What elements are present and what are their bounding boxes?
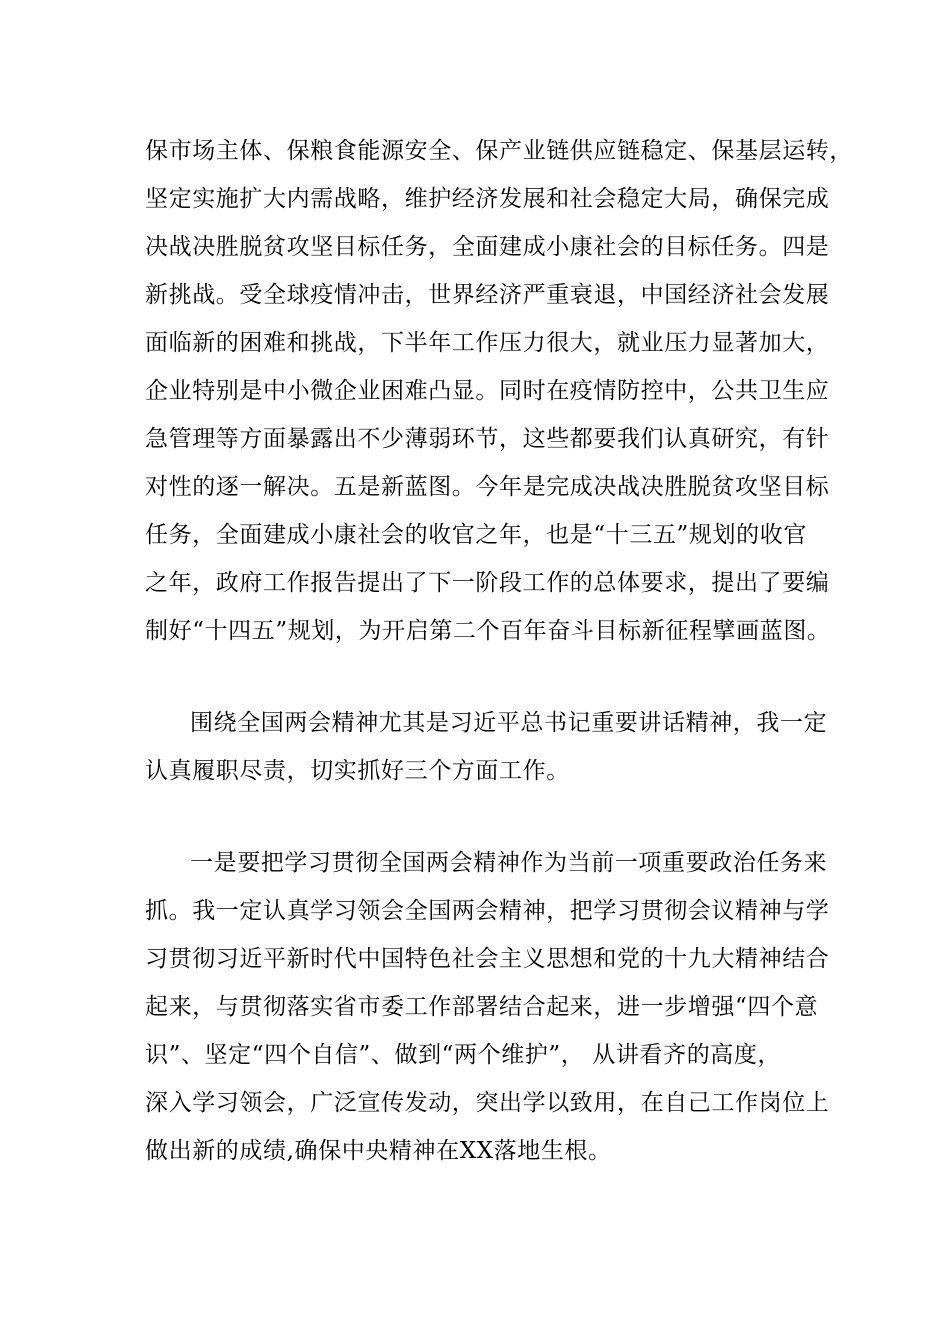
text-line: 识”、坚定“四个自信”、做到“两个维护”， 从讲看齐的高度， [145, 1042, 782, 1068]
text-line: 决战决胜脱贫攻坚目标任务，全面建成小康社会的目标任务。四是 [145, 234, 830, 260]
text-line: 做出新的成绩,确保中央精神在XX落地生根。 [145, 1138, 612, 1164]
text-line: 一是要把学习贯彻全国两会精神作为当前一项重要政治任务来 [190, 850, 828, 876]
text-line: 新挑战。受全球疫情冲击，世界经济严重衰退，中国经济社会发展 [145, 282, 830, 308]
text-line: 深入学习领会，广泛宣传发动，突出学以致用，在自己工作岗位上 [145, 1090, 830, 1116]
text-line: 对性的逐一解决。五是新蓝图。今年是完成决战决胜脱贫攻坚目标 [145, 474, 830, 500]
text-line: 之年，政府工作报告提出了下一阶段工作的总体要求，提出了要编 [145, 570, 830, 596]
text-line: 任务，全面建成小康社会的收官之年，也是“十三五”规划的收官 [145, 522, 807, 548]
text-line: 习贯彻习近平新时代中国特色社会主义思想和党的十九大精神结合 [145, 946, 830, 972]
text-line: 围绕全国两会精神尤其是习近平总书记重要讲话精神，我一定 [190, 710, 828, 736]
text-line: 起来，与贯彻落实省市委工作部署结合起来，进一步增强“四个意 [145, 994, 819, 1020]
text-line: 坚定实施扩大内需战略，维护经济发展和社会稳定大局，确保完成 [145, 186, 830, 212]
text-line: 面临新的困难和挑战，下半年工作压力很大，就业压力显著加大， [145, 330, 830, 356]
text-line: 认真履职尽责，切实抓好三个方面工作。 [145, 758, 570, 784]
text-line: 企业特别是中小微企业困难凸显。同时在疫情防控中，公共卫生应 [145, 378, 830, 404]
text-line: 制好“十四五”规划，为开启第二个百年奋斗目标新征程擘画蓝图。 [145, 618, 831, 644]
text-line: 抓。我一定认真学习领会全国两会精神，把学习贯彻会议精神与学 [145, 898, 830, 924]
text-line: 保市场主体、保粮食能源安全、保产业链供应链稳定、保基层运转， [145, 138, 853, 164]
text-line: 急管理等方面暴露出不少薄弱环节，这些都要我们认真研究，有针 [145, 426, 830, 452]
